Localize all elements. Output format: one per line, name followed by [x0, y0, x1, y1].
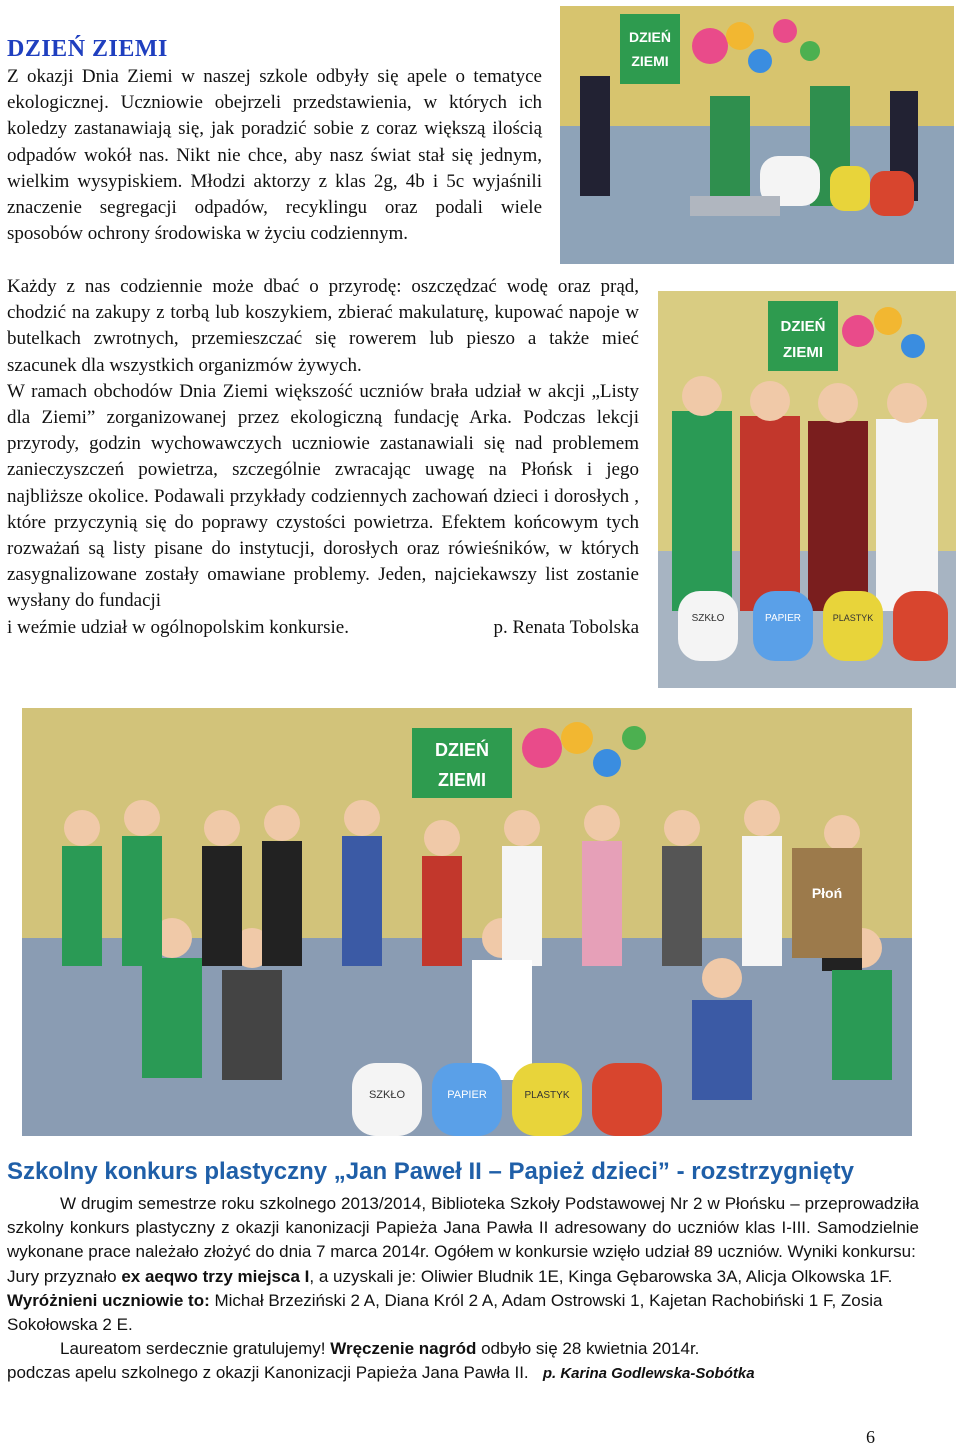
- contest-body: [7, 1192, 919, 1387]
- contest-paragraph-4: [7, 1361, 919, 1386]
- photo-costumed-pupils-art: [658, 291, 956, 688]
- contest-awards-label: Wręczenie nagród: [330, 1339, 477, 1359]
- banner-text-1: DZIEŃ: [780, 318, 826, 335]
- photo-group-pupils-art: [22, 708, 912, 1136]
- banner-board: [620, 14, 680, 84]
- contest-first-place-text: ex aeqwo trzy miejsca I: [121, 1266, 310, 1286]
- article-paragraph-3: W ramach obchodów Dnia Ziemi większość uczniów brała udział w akcji „Listy dla Ziemi” zorganizowanej przez ekologiczną fundację Arka. Podczas lekcji przyrody, godzin wychowawczych uczniowie zastanawiali się nad problemem zanieczyszczeń powietrza, szczególnie zwracając uwagę na Płońsk i jego najbliższe okolice. Podawali przykłady codziennych zachowań dzieci i dorosłych , które przyczynią się do poprawy czystości powietrza. Efektem końcowym tych rozważań są listy pisane do instytucji, dorosłych oraz rówieśników, w których zasygnalizowane zostały omawiane problemy. Jeden, najciekawszy list zostanie wysłany do fundacji: [7, 380, 639, 612]
- photo-earth-day-performance-art: [560, 6, 954, 264]
- article-closing-line: i weźmie udział w ogólnopolskim konkursie.: [7, 616, 349, 638]
- bin-label-paper: PAPIER: [447, 1089, 487, 1101]
- photo-costumed-pupils: [658, 291, 956, 688]
- contest-jury-text: Jury przyznało: [7, 1266, 122, 1286]
- banner-text-1: DZIEŃ: [435, 740, 489, 760]
- photo-group-pupils: [22, 708, 912, 1136]
- article-body: [7, 274, 639, 641]
- banner-text-2: ZIEMI: [631, 53, 669, 69]
- contest-paragraph-2: [7, 1265, 919, 1338]
- bin-label-glass: SZKŁO: [691, 613, 725, 624]
- photo-earth-day-performance: [560, 6, 954, 264]
- contest-winners-text: , a uzyskali je: Oliwier Bludnik 1E, Kinga Gębarowska 3A, Alicja Olkowska 1F.: [309, 1266, 893, 1286]
- article-signature: p. Renata Tobolska: [493, 616, 639, 638]
- bin-label-plastic: PLASTYK: [832, 613, 874, 623]
- banner-text-2: ZIEMI: [438, 770, 486, 790]
- bin-label-paper: PAPIER: [765, 613, 801, 624]
- page-number: 6: [866, 1427, 875, 1447]
- article-intro: [7, 64, 542, 247]
- article-closing-row: [7, 615, 639, 641]
- contest-honorable-label: Wyróżnieni uczniowie to:: [7, 1290, 210, 1310]
- contest-paragraph-1: W drugim semestrze roku szkolnego 2013/2014, Biblioteka Szkoły Podstawowej Nr 2 w Płońsku – przeprowadziła szkolny konkurs plastyczny z okazji kanonizacji Papieża Jana Pawła II adresowany do uczniów klas I-III. Samodzielnie wykonane prace należało złożyć do dnia 7 marca 2014r. Ogółem w konkursie wzięło udział 89 uczniów. Wyniki konkursu:: [7, 1194, 919, 1262]
- contest-paragraph-3: [7, 1337, 919, 1361]
- contest-awards-date: odbyło się 28 kwietnia 2014r.: [476, 1339, 700, 1359]
- bin-label-plastic: PLASTYK: [524, 1090, 570, 1101]
- contest-congrats-text: Laureatom serdecznie gratulujemy!: [60, 1339, 331, 1359]
- banner-text-2: ZIEMI: [783, 344, 823, 361]
- sign-label: Płoń: [811, 885, 843, 901]
- article-title: DZIEŃ ZIEMI: [7, 36, 168, 62]
- contest-author: p. Karina Godlewska-Sobótka: [542, 1365, 755, 1383]
- article-paragraph-1: Z okazji Dnia Ziemi w naszej szkole odbyły się apele o tematyce ekologicznej. Uczniowie obejrzeli przedstawienia, w których ich koledzy zastanawiają się, jak poradzić sobie z coraz większą ilością odpadów wokół nas. Nikt nie chce, aby nasz świat stał się jednym, wielkim wysypiskiem. Młodzi aktorzy z klas 2g, 4b i 5c wyjaśnili znaczenie segregacji odpadów, recyklingu oraz podali wiele sposobów ochrony środowiska w życiu codziennym.: [7, 66, 542, 245]
- article-paragraph-2: Każdy z nas codziennie może dbać o przyrodę: oszczędzać wodę oraz prąd, chodzić na zakupy z torbą lub koszykiem, zbierać makulaturę, kupować napoje w butelkach zwrotnych, przemieszczać się rowerem lub pieszo a także mieć szacunek dla wszystkich organizmów żywych.: [7, 276, 639, 376]
- contest-assembly-text: podczas apelu szkolnego z okazji Kanonizacji Papieża Jana Pawła II.: [7, 1363, 529, 1383]
- banner-text-1: DZIEŃ: [629, 29, 671, 45]
- bin-label-glass: SZKŁO: [368, 1089, 406, 1101]
- contest-title: Szkolny konkurs plastyczny „Jan Paweł II – Papież dzieci” - rozstrzygnięty: [7, 1158, 854, 1185]
- contest-honorable-names: Michał Brzeziński 2 A, Diana Król 2 A, Adam Ostrowski 1, Kajetan Rachobiński 1 F, Zosia Sokołowska 2 E.: [7, 1290, 883, 1335]
